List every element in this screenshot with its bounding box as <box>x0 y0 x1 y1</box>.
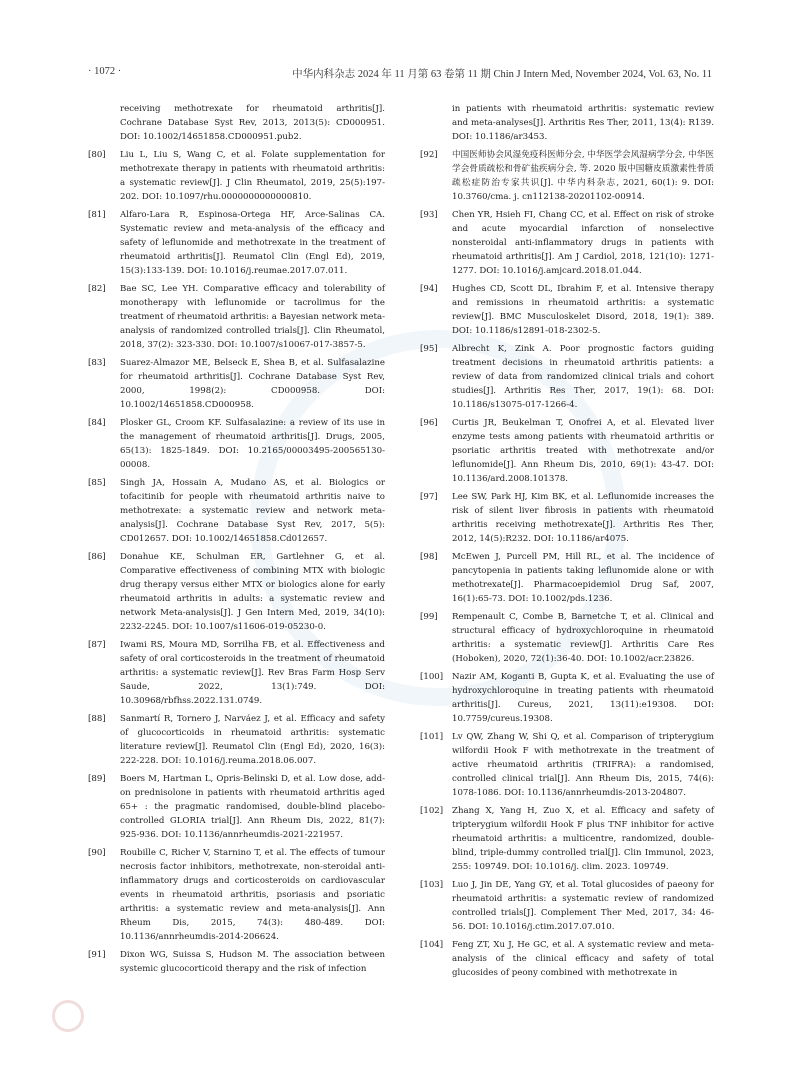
reference-item <box>88 476 385 546</box>
reference-item <box>88 282 385 352</box>
publisher-logo-icon <box>52 1000 84 1032</box>
reference-number: [100] <box>420 672 444 682</box>
reference-number: [104] <box>420 940 444 950</box>
reference-number: [88] <box>88 714 106 724</box>
reference-text: Roubille C, Richer V, Starnino T, et al. The effects of tumour necrosis factor inhibitors, methotrexate, non-steroidal anti-inflammatory drugs and corticosteroids on cardiovascular events in rheumatoid arthritis, psoriasis and psoriatic arthritis: a systematic review and meta-analysis[J]. Ann Rheum Dis, 2015, 74(3): 480-489. DOI: 10.1136/annrheumdis-2014-206624. <box>120 848 385 942</box>
reference-number: [98] <box>420 552 438 562</box>
reference-item <box>420 416 714 486</box>
reference-text: Chen YR, Hsieh FI, Chang CC, et al. Effect on risk of stroke and acute myocardial infarction of nonselective nonsteroidal anti-inflammatory drugs in patients with rheumatoid arthritis[J]. Am J Cardiol, 2018, 121(10): 1271-1277. DOI: 10.1016/j.amjcard.2018.01.044. <box>452 210 714 276</box>
reference-number: [92] <box>420 150 438 160</box>
reference-text: Iwami RS, Moura MD, Sorrilha FB, et al. Effectiveness and safety of oral corticosteroids in the treatment of rheumatoid arthritis: a systematic review[J]. Rev Bras Farm Hosp Serv Saude, 2022, 13(1):749. DOI: 10.30968/rbfhss.2022.131.0749. <box>120 640 385 706</box>
reference-item <box>420 878 714 934</box>
reference-number: [93] <box>420 210 438 220</box>
reference-item <box>88 356 385 412</box>
reference-text: Suarez-Almazor ME, Belseck E, Shea B, et al. Sulfasalazine for rheumatoid arthritis[J]. Cochrane Database Syst Rev, 2000, 1998(2): CD000958. DOI: 10.1002/14651858.CD000958. <box>120 358 385 410</box>
reference-number: [82] <box>88 284 106 294</box>
reference-item <box>420 102 714 144</box>
reference-number: [101] <box>420 732 444 742</box>
reference-item <box>420 282 714 338</box>
reference-number: [103] <box>420 880 444 890</box>
reference-number: [86] <box>88 552 106 562</box>
reference-text: Curtis JR, Beukelman T, Onofrei A, et al. Elevated liver enzyme tests among patients with rheumatoid arthritis or psoriatic arthritis treated with methotrexate and/or leflunomide[J]. Ann Rheum Dis, 2010, 69(1): 43-47. DOI: 10.1136/ard.2008.101378. <box>452 418 714 484</box>
reference-number: [87] <box>88 640 106 650</box>
reference-number: [80] <box>88 150 106 160</box>
reference-item <box>420 610 714 666</box>
reference-number: [95] <box>420 344 438 354</box>
reference-text: Hughes CD, Scott DL, Ibrahim F, et al. Intensive therapy and remissions in rheumatoid arthritis: a systematic review[J]. BMC Musculoskelet Disord, 2018, 19(1): 389. DOI: 10.1186/s12891-018-2302-5. <box>452 284 714 336</box>
reference-text: in patients with rheumatoid arthritis: systematic review and meta-analyses[J]. Arthritis Res Ther, 2011, 13(4): R139. DOI: 10.1186/ar3453. <box>452 104 714 142</box>
reference-text: Lee SW, Park HJ, Kim BK, et al. Leflunomide increases the risk of silent liver fibrosis in patients with rheumatoid arthritis receiving methotrexate[J]. Arthritis Res Ther, 2012, 14(5):R232. DOI: 10.1186/ar4075. <box>452 492 714 544</box>
reference-item <box>420 938 714 980</box>
reference-text: Zhang X, Yang H, Zuo X, et al. Efficacy and safety of tripterygium wilfordii Hook F plus TNF inhibitor for active rheumatoid arthritis: a multicentre, randomized, double-blind, triple-dummy controlled trial[J]. Clin Immunol, 2023, 255: 109749. DOI: 10.1016/j. clim. 2023. 109749. <box>452 806 714 872</box>
reference-item <box>420 550 714 606</box>
right-reference-column <box>420 102 716 984</box>
reference-text: Dixon WG, Suissa S, Hudson M. The association between systemic glucocorticoid therapy and the risk of infection <box>120 950 385 974</box>
reference-item <box>88 638 385 708</box>
reference-number: [94] <box>420 284 438 294</box>
reference-text: Nazir AM, Koganti B, Gupta K, et al. Evaluating the use of hydroxychloroquine in treating patients with rheumatoid arthritis[J]. Cureus, 2021, 13(11):e19308. DOI: 10.7759/cureus.19308. <box>452 672 714 724</box>
reference-item <box>88 208 385 278</box>
reference-text: McEwen J, Purcell PM, Hill RL, et al. The incidence of pancytopenia in patients taking leflunomide alone or with methotrexate[J]. Pharmacoepidemiol Drug Saf, 2007, 16(1):65-73. DOI: 10.1002/pds.1236. <box>452 552 714 604</box>
reference-item <box>88 846 385 944</box>
reference-number: [83] <box>88 358 106 368</box>
reference-text: Rempenault C, Combe B, Barnetche T, et al. Clinical and structural efficacy of hydroxychloroquine in rheumatoid arthritis: a systematic review[J]. Arthritis Care Res (Hoboken), 2020, 72(1):36-40. DOI: 10.1002/acr.23826. <box>452 612 714 664</box>
reference-number: [81] <box>88 210 106 220</box>
reference-text: Liu L, Liu S, Wang C, et al. Folate supplementation for methotrexate therapy in patients with rheumatoid arthritis: a systematic review[J]. J Clin Rheumatol, 2019, 25(5):197-202. DOI: 10.1097/rhu.0000000000000810. <box>120 150 385 202</box>
reference-number: [84] <box>88 418 106 428</box>
reference-item <box>88 148 385 204</box>
reference-item <box>420 208 714 278</box>
reference-item <box>420 730 714 800</box>
reference-item <box>88 772 385 842</box>
reference-text: Plosker GL, Croom KF. Sulfasalazine: a review of its use in the management of rheumatoid arthritis[J]. Drugs, 2005, 65(13): 1825-1849. DOI: 10.2165/00003495-200565130-00008. <box>120 418 385 470</box>
reference-item <box>88 416 385 472</box>
reference-number: [102] <box>420 806 444 816</box>
reference-text: Albrecht K, Zink A. Poor prognostic factors guiding treatment decisions in rheumatoid arthritis patients: a review of data from randomized clinical trials and cohort studies[J]. Arthritis Res Ther, 2017, 19(1): 68. DOI: 10.1186/s13075-017-1266-4. <box>452 344 714 410</box>
reference-text: Luo J, Jin DE, Yang GY, et al. Total glucosides of paeony for rheumatoid arthritis: a systematic review of randomized controlled trials[J]. Complement Ther Med, 2017, 34: 46-56. DOI: 10.1016/j.ctim.2017.07.010. <box>452 880 714 932</box>
reference-text: receiving methotrexate for rheumatoid arthritis[J]. Cochrane Database Syst Rev, 2013, 2013(5): CD000951. DOI: 10.1002/14651858.CD000951.pub2. <box>120 104 385 142</box>
reference-item <box>88 102 385 144</box>
reference-text: Bae SC, Lee YH. Comparative efficacy and tolerability of monotherapy with leflunomide or tacrolimus for the treatment of rheumatoid arthritis: a Bayesian network meta-analysis of randomized controlled trials[J]. Clin Rheumatol, 2018, 37(2): 323-330. DOI: 10.1007/s10067-017-3857-5. <box>120 284 385 350</box>
reference-text: Alfaro-Lara R, Espinosa-Ortega HF, Arce-Salinas CA. Systematic review and meta-analysis of the efficacy and safety of leflunomide and methotrexate in the treatment of rheumatoid arthritis[J]. Reumatol Clin (Engl Ed), 2019, 15(3):133-139. DOI: 10.1016/j.reumae.2017.07.011. <box>120 210 385 276</box>
reference-item <box>420 490 714 546</box>
reference-number: [91] <box>88 950 106 960</box>
reference-item <box>88 712 385 768</box>
reference-item <box>420 670 714 726</box>
reference-item <box>88 948 385 976</box>
page-header <box>88 66 712 82</box>
reference-number: [96] <box>420 418 438 428</box>
reference-text: Sanmartí R, Tornero J, Narváez J, et al. Efficacy and safety of glucocorticoids in rheumatoid arthritis: systematic literature review[J]. Reumatol Clin (Engl Ed), 2020, 16(3): 222-228. DOI: 10.1016/j.reuma.2018.06.007. <box>120 714 385 766</box>
reference-number: [89] <box>88 774 106 784</box>
journal-citation: 中华内科杂志 2024 年 11 月第 63 卷第 11 期 Chin J Intern Med, November 2024, Vol. 63, No. 11 <box>292 69 712 80</box>
reference-number: [90] <box>88 848 106 858</box>
reference-item <box>420 804 714 874</box>
reference-text: Donahue KE, Schulman ER, Gartlehner G, et al. Comparative effectiveness of combining MTX with biologic drug therapy versus either MTX or biologics alone for early rheumatoid arthritis in adults: a systematic review and network Meta-analysis[J]. J Gen Intern Med, 2019, 34(10): 2232-2245. DOI: 10.1007/s11606-019-05230-0. <box>120 552 385 632</box>
reference-text: Lv QW, Zhang W, Shi Q, et al. Comparison of tripterygium wilfordii Hook F with methotrexate in the treatment of active rheumatoid arthritis (TRIFRA): a randomised, controlled clinical trial[J]. Ann Rheum Dis, 2015, 74(6): 1078-1086. DOI: 10.1136/annrheumdis-2013-204807. <box>452 732 714 798</box>
reference-item <box>88 550 385 634</box>
reference-text: Boers M, Hartman L, Opris-Belinski D, et al. Low dose, add-on prednisolone in patients with rheumatoid arthritis aged 65+ : the pragmatic randomised, double-blind placebo-controlled GLORIA trial[J]. Ann Rheum Dis, 2022, 81(7): 925-936. DOI: 10.1136/annrheumdis-2021-221957. <box>120 774 385 840</box>
reference-item <box>420 342 714 412</box>
reference-item <box>420 148 714 204</box>
reference-number: [97] <box>420 492 438 502</box>
reference-number: [85] <box>88 478 106 488</box>
page-number: · 1072 · <box>88 66 122 77</box>
reference-text: Singh JA, Hossain A, Mudano AS, et al. Biologics or tofacitinib for people with rheumatoid arthritis naive to methotrexate: a systematic review and network meta-analysis[J]. Cochrane Database Syst Rev, 2017, 5(5): CD012657. DOI: 10.1002/14651858.Cd012657. <box>120 478 385 544</box>
reference-text: 中国医师协会风湿免疫科医师分会, 中华医学会风湿病学分会, 中华医学会骨质疏松和骨矿盐疾病分会, 等. 2020 版中国糖皮质激素性骨质疏松症防治专家共识[J]. 中华内科杂志, 2021, 60(1): 9. DOI: 10.3760/cma. j. cn112138-20201102-00914. <box>452 150 714 202</box>
left-reference-column <box>88 102 385 980</box>
reference-number: [99] <box>420 612 438 622</box>
reference-text: Feng ZT, Xu J, He GC, et al. A systematic review and meta-analysis of the clinical efficacy and safety of total glucosides of peony combined with methotrexate in <box>452 940 714 978</box>
